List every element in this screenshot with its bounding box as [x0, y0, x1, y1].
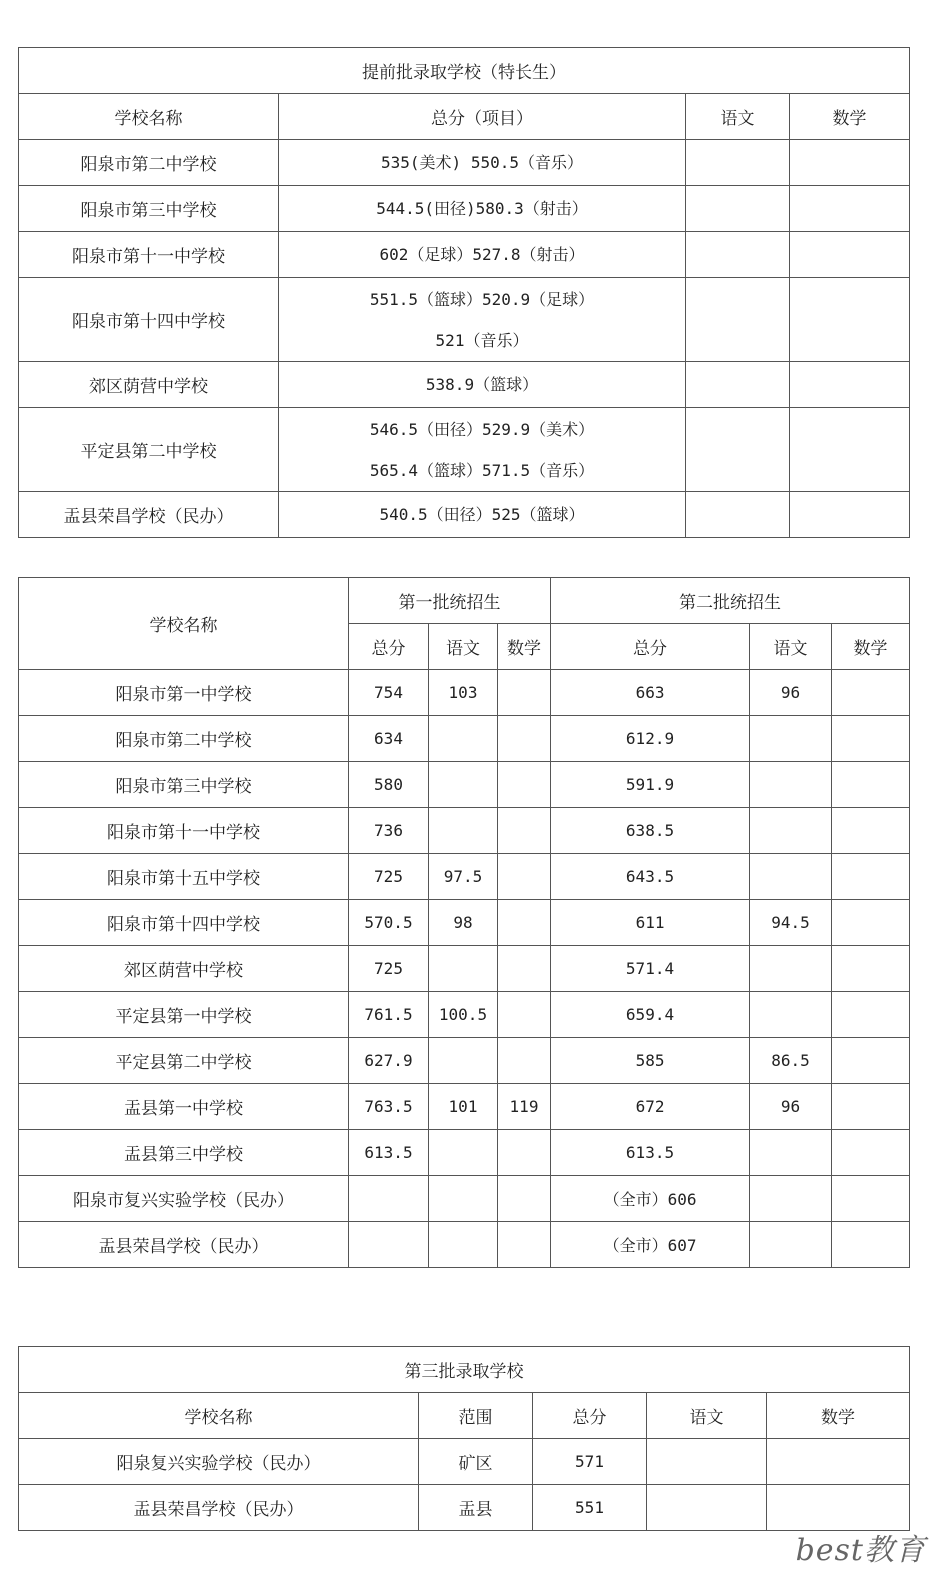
batch2-chinese-cell — [750, 716, 832, 762]
table-row — [19, 716, 910, 762]
batch2-total-cell: 659.4 — [551, 992, 750, 1038]
school-name-cell: 盂县荣昌学校（民办） — [19, 1485, 419, 1531]
batch2-math-cell — [832, 1130, 910, 1176]
batch1-total-cell — [349, 1176, 429, 1222]
math-cell — [790, 232, 910, 278]
table-row — [19, 278, 910, 362]
batch2-chinese-cell: 86.5 — [750, 1038, 832, 1084]
column-header: 学校名称 — [19, 578, 349, 670]
batch1-math-cell — [498, 762, 551, 808]
batch1-math-cell — [498, 1038, 551, 1084]
batch2-chinese-cell — [750, 1130, 832, 1176]
table-row — [19, 1439, 910, 1485]
watermark-logo: best教育 — [795, 1533, 926, 1568]
score-cell — [279, 186, 686, 232]
batch2-math-cell — [832, 1038, 910, 1084]
math-cell — [790, 186, 910, 232]
batch2-total-cell: 638.5 — [551, 808, 750, 854]
batch2-chinese-cell — [750, 992, 832, 1038]
school-name-cell: 阳泉市第三中学校 — [19, 186, 279, 232]
batch1-total-cell: 763.5 — [349, 1084, 429, 1130]
third-batch-table — [18, 1346, 910, 1531]
batch2-total-cell: 613.5 — [551, 1130, 750, 1176]
school-name-cell: 平定县第一中学校 — [19, 992, 349, 1038]
table-row — [19, 1084, 910, 1130]
column-header: 总分 — [349, 624, 429, 670]
batch2-total-cell: 571.4 — [551, 946, 750, 992]
batch1-total-cell: 613.5 — [349, 1130, 429, 1176]
table-row — [19, 854, 910, 900]
score-cell — [279, 362, 686, 408]
batch2-total-cell: 643.5 — [551, 854, 750, 900]
table-row — [19, 1222, 910, 1268]
column-header: 数学 — [767, 1393, 910, 1439]
batch-header: 第二批统招生 — [551, 578, 910, 624]
batch1-math-cell — [498, 1130, 551, 1176]
batch2-total-cell: 612.9 — [551, 716, 750, 762]
school-name-cell: 阳泉复兴实验学校（民办） — [19, 1439, 419, 1485]
math-cell — [790, 362, 910, 408]
school-name-cell: 郊区荫营中学校 — [19, 362, 279, 408]
score-line: 521（音乐） — [435, 330, 529, 350]
batch1-chinese-cell — [429, 1130, 498, 1176]
batch2-math-cell — [832, 716, 910, 762]
score-line: 565.4（篮球）571.5（音乐） — [369, 460, 595, 480]
chinese-cell — [686, 186, 790, 232]
school-name-cell: 阳泉市第十一中学校 — [19, 232, 279, 278]
table-row — [19, 232, 910, 278]
score-line: 535(美术) 550.5（音乐） — [381, 153, 583, 172]
score-line: 546.5（田径）529.9（美术） — [369, 419, 595, 439]
math-cell — [790, 492, 910, 538]
batch-header: 第一批统招生 — [349, 578, 551, 624]
batch1-math-cell — [498, 1176, 551, 1222]
chinese-cell — [686, 232, 790, 278]
total-cell: 551 — [533, 1485, 647, 1531]
school-name-cell: 盂县第一中学校 — [19, 1084, 349, 1130]
table-row — [19, 900, 910, 946]
column-header: 数学 — [790, 94, 910, 140]
score-line: 551.5（篮球）520.9（足球） — [369, 289, 595, 309]
batch1-total-cell: 736 — [349, 808, 429, 854]
school-name-cell: 阳泉市第二中学校 — [19, 140, 279, 186]
score-cell — [279, 140, 686, 186]
batch2-chinese-cell — [750, 946, 832, 992]
batch1-math-cell — [498, 992, 551, 1038]
batch2-total-cell: 611 — [551, 900, 750, 946]
column-header: 数学 — [498, 624, 551, 670]
school-name-cell: 阳泉市第十四中学校 — [19, 900, 349, 946]
batch1-math-cell: 119 — [498, 1084, 551, 1130]
batch2-math-cell — [832, 1176, 910, 1222]
batch1-chinese-cell: 100.5 — [429, 992, 498, 1038]
batch2-math-cell — [832, 1084, 910, 1130]
school-name-cell: 阳泉市第一中学校 — [19, 670, 349, 716]
column-header: 数学 — [832, 624, 910, 670]
batch1-chinese-cell: 98 — [429, 900, 498, 946]
table-row — [19, 1485, 910, 1531]
score-cell — [279, 232, 686, 278]
table-row — [19, 186, 910, 232]
school-name-cell: 平定县第二中学校 — [19, 1038, 349, 1084]
batch1-chinese-cell: 101 — [429, 1084, 498, 1130]
batch2-chinese-cell: 94.5 — [750, 900, 832, 946]
batch2-math-cell — [832, 1222, 910, 1268]
batch1-chinese-cell — [429, 1222, 498, 1268]
score-cell — [279, 278, 686, 362]
school-name-cell: 盂县第三中学校 — [19, 1130, 349, 1176]
batch1-math-cell — [498, 1222, 551, 1268]
math-cell — [767, 1485, 910, 1531]
batch2-total-cell: （全市）606 — [551, 1176, 750, 1222]
batch1-math-cell — [498, 854, 551, 900]
batch1-chinese-cell — [429, 1176, 498, 1222]
batch1-total-cell: 725 — [349, 946, 429, 992]
table-row — [19, 670, 910, 716]
batch2-total-cell: 672 — [551, 1084, 750, 1130]
batch2-chinese-cell — [750, 762, 832, 808]
chinese-cell — [686, 408, 790, 492]
batch1-total-cell: 627.9 — [349, 1038, 429, 1084]
batch2-chinese-cell: 96 — [750, 1084, 832, 1130]
school-name-cell: 盂县荣昌学校（民办） — [19, 492, 279, 538]
batch1-chinese-cell — [429, 716, 498, 762]
column-header: 语文 — [429, 624, 498, 670]
math-cell — [790, 140, 910, 186]
school-name-cell: 平定县第二中学校 — [19, 408, 279, 492]
chinese-cell — [686, 362, 790, 408]
table-row — [19, 946, 910, 992]
school-name-cell: 阳泉市第十四中学校 — [19, 278, 279, 362]
school-name-cell: 阳泉市复兴实验学校（民办） — [19, 1176, 349, 1222]
table-title: 第三批录取学校 — [19, 1347, 910, 1393]
batch1-total-cell: 634 — [349, 716, 429, 762]
batch1-total-cell: 761.5 — [349, 992, 429, 1038]
math-cell — [790, 408, 910, 492]
batch2-total-cell: 585 — [551, 1038, 750, 1084]
batch1-math-cell — [498, 670, 551, 716]
school-name-cell: 阳泉市第二中学校 — [19, 716, 349, 762]
table-title: 提前批录取学校（特长生） — [19, 48, 910, 94]
batch2-chinese-cell — [750, 1176, 832, 1222]
batch2-math-cell — [832, 992, 910, 1038]
score-line: 544.5(田径)580.3（射击） — [376, 199, 588, 218]
batch2-total-cell: 663 — [551, 670, 750, 716]
column-header: 总分（项目） — [279, 94, 686, 140]
batch1-total-cell: 754 — [349, 670, 429, 716]
batch2-math-cell — [832, 900, 910, 946]
batch2-math-cell — [832, 670, 910, 716]
batch2-math-cell — [832, 854, 910, 900]
table-row — [19, 408, 910, 492]
score-line: 602（足球）527.8（射击） — [379, 245, 585, 264]
batch2-total-cell: 591.9 — [551, 762, 750, 808]
table-row — [19, 1176, 910, 1222]
batch1-chinese-cell — [429, 762, 498, 808]
batch1-math-cell — [498, 946, 551, 992]
column-header: 范围 — [419, 1393, 533, 1439]
batch1-math-cell — [498, 808, 551, 854]
batch2-math-cell — [832, 946, 910, 992]
unified-enrollment-table — [18, 577, 910, 1268]
batch1-math-cell — [498, 716, 551, 762]
school-name-cell: 郊区荫营中学校 — [19, 946, 349, 992]
batch2-math-cell — [832, 762, 910, 808]
column-header: 语文 — [750, 624, 832, 670]
batch1-math-cell — [498, 900, 551, 946]
score-cell — [279, 408, 686, 492]
total-cell: 571 — [533, 1439, 647, 1485]
batch1-chinese-cell: 103 — [429, 670, 498, 716]
batch1-total-cell: 580 — [349, 762, 429, 808]
batch1-total-cell — [349, 1222, 429, 1268]
chinese-cell — [686, 278, 790, 362]
column-header: 总分 — [551, 624, 750, 670]
batch2-chinese-cell — [750, 854, 832, 900]
batch2-chinese-cell — [750, 1222, 832, 1268]
table-row — [19, 362, 910, 408]
batch1-chinese-cell — [429, 1038, 498, 1084]
math-cell — [790, 278, 910, 362]
table-row — [19, 1038, 910, 1084]
table-row — [19, 808, 910, 854]
batch2-chinese-cell: 96 — [750, 670, 832, 716]
batch2-total-cell: （全市）607 — [551, 1222, 750, 1268]
school-name-cell: 阳泉市第三中学校 — [19, 762, 349, 808]
school-name-cell: 盂县荣昌学校（民办） — [19, 1222, 349, 1268]
math-cell — [767, 1439, 910, 1485]
batch1-chinese-cell — [429, 808, 498, 854]
chinese-cell — [647, 1485, 767, 1531]
table-row — [19, 492, 910, 538]
column-header: 学校名称 — [19, 94, 279, 140]
batch1-total-cell: 570.5 — [349, 900, 429, 946]
chinese-cell — [686, 492, 790, 538]
score-line: 538.9（篮球） — [425, 375, 539, 394]
school-name-cell: 阳泉市第十一中学校 — [19, 808, 349, 854]
table-row — [19, 992, 910, 1038]
score-cell — [279, 492, 686, 538]
column-header: 学校名称 — [19, 1393, 419, 1439]
column-header: 语文 — [647, 1393, 767, 1439]
batch2-math-cell — [832, 808, 910, 854]
scope-cell: 矿区 — [419, 1439, 533, 1485]
school-name-cell: 阳泉市第十五中学校 — [19, 854, 349, 900]
table-row — [19, 762, 910, 808]
batch1-total-cell: 725 — [349, 854, 429, 900]
table-row — [19, 1130, 910, 1176]
scope-cell: 盂县 — [419, 1485, 533, 1531]
batch1-chinese-cell: 97.5 — [429, 854, 498, 900]
chinese-cell — [686, 140, 790, 186]
column-header: 总分 — [533, 1393, 647, 1439]
batch2-chinese-cell — [750, 808, 832, 854]
column-header: 语文 — [686, 94, 790, 140]
batch1-chinese-cell — [429, 946, 498, 992]
early-admission-table — [18, 47, 910, 538]
table-row — [19, 140, 910, 186]
score-line: 540.5（田径）525（篮球） — [379, 505, 585, 524]
chinese-cell — [647, 1439, 767, 1485]
